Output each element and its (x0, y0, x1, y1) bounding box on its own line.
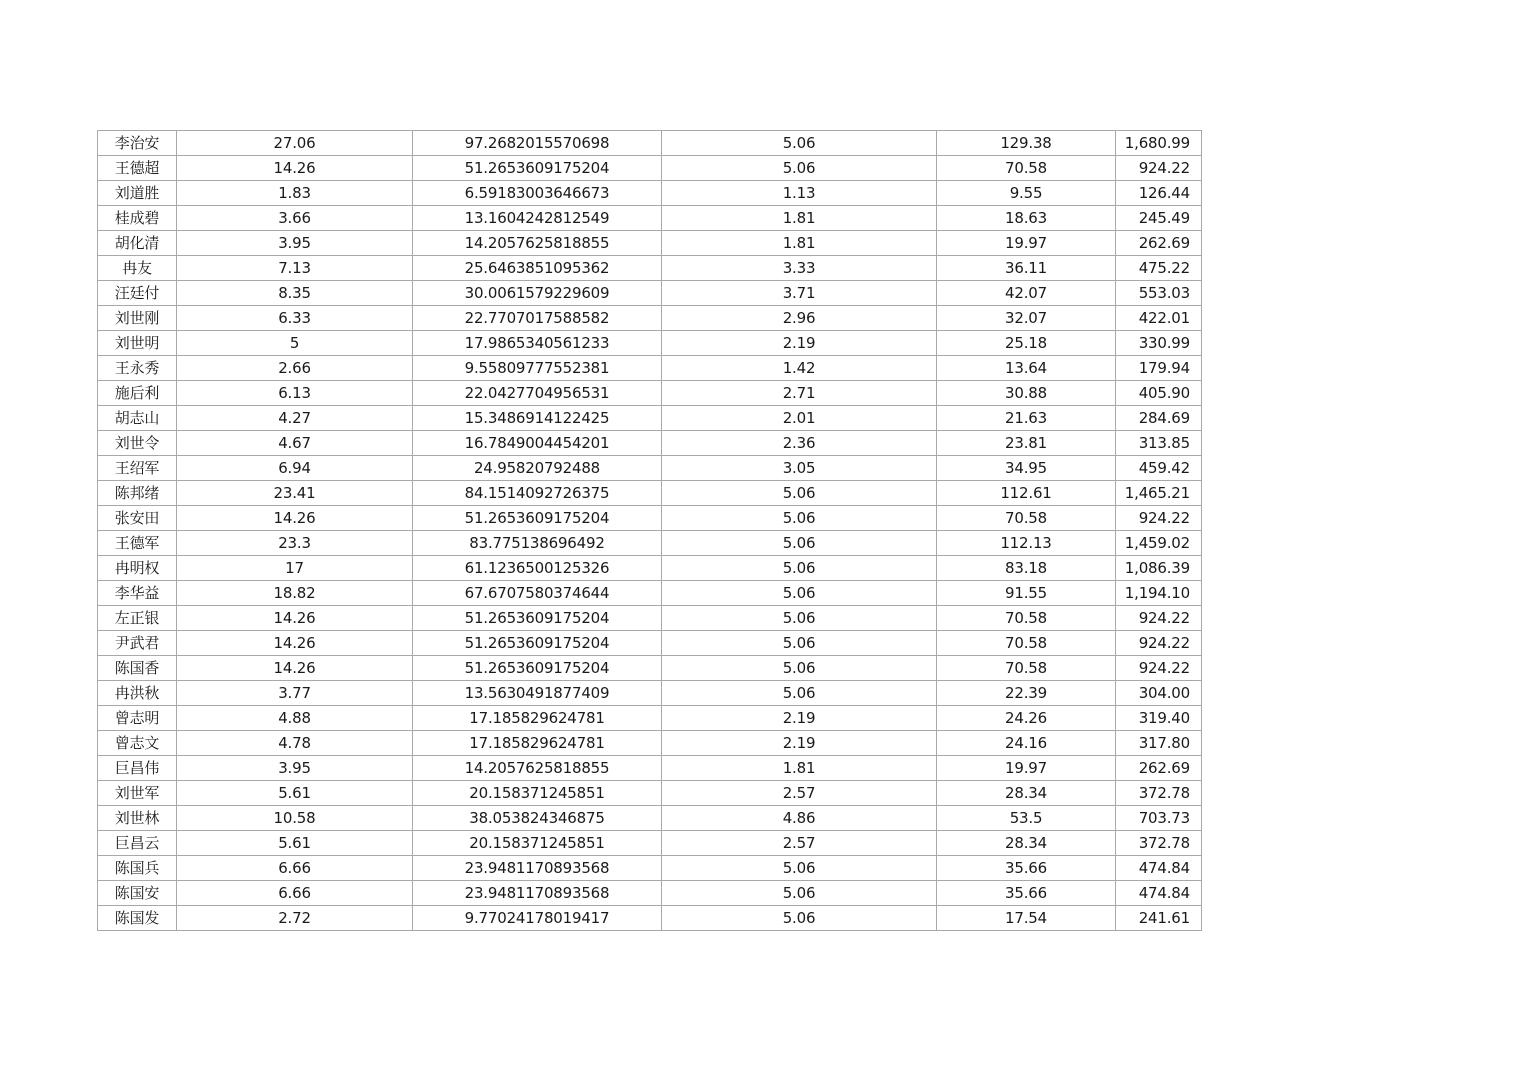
value-cell-3: 5.06 (662, 906, 937, 931)
name-cell: 陈国安 (98, 881, 177, 906)
value-cell-3: 5.06 (662, 856, 937, 881)
value-cell-2: 23.9481170893568 (413, 881, 662, 906)
value-cell-1: 3.77 (177, 681, 413, 706)
value-cell-1: 1.83 (177, 181, 413, 206)
value-cell-4: 13.64 (937, 356, 1116, 381)
value-cell-2: 13.5630491877409 (413, 681, 662, 706)
value-cell-4: 91.55 (937, 581, 1116, 606)
table-row (98, 881, 1202, 906)
value-cell-1: 6.66 (177, 856, 413, 881)
name-cell: 左正银 (98, 606, 177, 631)
value-cell-2: 20.158371245851 (413, 831, 662, 856)
table-row (98, 406, 1202, 431)
amount-cell: 1,194.10 (1116, 581, 1202, 606)
value-cell-3: 5.06 (662, 156, 937, 181)
amount-cell: 924.22 (1116, 506, 1202, 531)
value-cell-1: 3.95 (177, 231, 413, 256)
value-cell-4: 112.61 (937, 481, 1116, 506)
name-cell: 冉友 (98, 256, 177, 281)
value-cell-4: 35.66 (937, 881, 1116, 906)
value-cell-4: 21.63 (937, 406, 1116, 431)
value-cell-3: 2.96 (662, 306, 937, 331)
table-row (98, 356, 1202, 381)
table-row (98, 481, 1202, 506)
value-cell-4: 70.58 (937, 156, 1116, 181)
name-cell: 刘世林 (98, 806, 177, 831)
name-cell: 陈邦绪 (98, 481, 177, 506)
table-row (98, 156, 1202, 181)
name-cell: 王永秀 (98, 356, 177, 381)
value-cell-1: 4.78 (177, 731, 413, 756)
value-cell-4: 9.55 (937, 181, 1116, 206)
value-cell-2: 15.3486914122425 (413, 406, 662, 431)
value-cell-2: 22.0427704956531 (413, 381, 662, 406)
value-cell-1: 7.13 (177, 256, 413, 281)
table-row (98, 456, 1202, 481)
value-cell-4: 19.97 (937, 756, 1116, 781)
table-row (98, 381, 1202, 406)
amount-cell: 317.80 (1116, 731, 1202, 756)
value-cell-2: 14.2057625818855 (413, 231, 662, 256)
name-cell: 胡化清 (98, 231, 177, 256)
table-row (98, 606, 1202, 631)
value-cell-3: 3.05 (662, 456, 937, 481)
value-cell-4: 42.07 (937, 281, 1116, 306)
amount-cell: 372.78 (1116, 781, 1202, 806)
value-cell-1: 17 (177, 556, 413, 581)
value-cell-4: 112.13 (937, 531, 1116, 556)
value-cell-3: 2.01 (662, 406, 937, 431)
name-cell: 王德军 (98, 531, 177, 556)
name-cell: 曾志明 (98, 706, 177, 731)
table-row (98, 856, 1202, 881)
table-row (98, 706, 1202, 731)
value-cell-3: 5.06 (662, 606, 937, 631)
amount-cell: 304.00 (1116, 681, 1202, 706)
table-row (98, 656, 1202, 681)
value-cell-3: 1.81 (662, 206, 937, 231)
value-cell-2: 24.95820792488 (413, 456, 662, 481)
value-cell-3: 3.33 (662, 256, 937, 281)
table-row (98, 731, 1202, 756)
value-cell-4: 70.58 (937, 506, 1116, 531)
value-cell-1: 2.66 (177, 356, 413, 381)
amount-cell: 372.78 (1116, 831, 1202, 856)
name-cell: 冉明权 (98, 556, 177, 581)
value-cell-1: 4.88 (177, 706, 413, 731)
name-cell: 尹武君 (98, 631, 177, 656)
value-cell-2: 61.1236500125326 (413, 556, 662, 581)
value-cell-4: 70.58 (937, 656, 1116, 681)
value-cell-1: 6.94 (177, 456, 413, 481)
value-cell-3: 2.36 (662, 431, 937, 456)
amount-cell: 313.85 (1116, 431, 1202, 456)
table-row (98, 631, 1202, 656)
value-cell-4: 30.88 (937, 381, 1116, 406)
value-cell-2: 20.158371245851 (413, 781, 662, 806)
value-cell-1: 6.13 (177, 381, 413, 406)
value-cell-4: 24.16 (937, 731, 1116, 756)
amount-cell: 1,459.02 (1116, 531, 1202, 556)
value-cell-2: 13.1604242812549 (413, 206, 662, 231)
name-cell: 巨昌伟 (98, 756, 177, 781)
value-cell-2: 23.9481170893568 (413, 856, 662, 881)
value-cell-3: 5.06 (662, 681, 937, 706)
value-cell-3: 5.06 (662, 531, 937, 556)
value-cell-2: 51.2653609175204 (413, 606, 662, 631)
amount-cell: 474.84 (1116, 856, 1202, 881)
value-cell-1: 14.26 (177, 156, 413, 181)
value-cell-4: 23.81 (937, 431, 1116, 456)
amount-cell: 553.03 (1116, 281, 1202, 306)
name-cell: 施后利 (98, 381, 177, 406)
value-cell-2: 17.185829624781 (413, 706, 662, 731)
table-body (98, 131, 1202, 931)
amount-cell: 1,680.99 (1116, 131, 1202, 156)
value-cell-2: 17.185829624781 (413, 731, 662, 756)
value-cell-4: 35.66 (937, 856, 1116, 881)
amount-cell: 422.01 (1116, 306, 1202, 331)
value-cell-2: 9.77024178019417 (413, 906, 662, 931)
table-row (98, 781, 1202, 806)
value-cell-1: 8.35 (177, 281, 413, 306)
value-cell-2: 9.55809777552381 (413, 356, 662, 381)
value-cell-4: 25.18 (937, 331, 1116, 356)
value-cell-1: 23.41 (177, 481, 413, 506)
name-cell: 陈国兵 (98, 856, 177, 881)
value-cell-2: 67.6707580374644 (413, 581, 662, 606)
name-cell: 汪廷付 (98, 281, 177, 306)
name-cell: 胡志山 (98, 406, 177, 431)
name-cell: 刘道胜 (98, 181, 177, 206)
table-row (98, 256, 1202, 281)
value-cell-3: 2.19 (662, 731, 937, 756)
amount-cell: 703.73 (1116, 806, 1202, 831)
amount-cell: 924.22 (1116, 631, 1202, 656)
amount-cell: 284.69 (1116, 406, 1202, 431)
amount-cell: 459.42 (1116, 456, 1202, 481)
value-cell-4: 32.07 (937, 306, 1116, 331)
value-cell-3: 5.06 (662, 631, 937, 656)
value-cell-3: 2.71 (662, 381, 937, 406)
value-cell-4: 83.18 (937, 556, 1116, 581)
name-cell: 陈国香 (98, 656, 177, 681)
amount-cell: 924.22 (1116, 606, 1202, 631)
value-cell-3: 2.19 (662, 706, 937, 731)
amount-cell: 262.69 (1116, 756, 1202, 781)
data-table (97, 130, 1202, 931)
value-cell-4: 19.97 (937, 231, 1116, 256)
value-cell-4: 70.58 (937, 606, 1116, 631)
value-cell-3: 3.71 (662, 281, 937, 306)
table-row (98, 831, 1202, 856)
name-cell: 李华益 (98, 581, 177, 606)
value-cell-4: 53.5 (937, 806, 1116, 831)
value-cell-1: 23.3 (177, 531, 413, 556)
value-cell-1: 4.67 (177, 431, 413, 456)
value-cell-1: 14.26 (177, 656, 413, 681)
name-cell: 王绍军 (98, 456, 177, 481)
value-cell-1: 4.27 (177, 406, 413, 431)
name-cell: 张安田 (98, 506, 177, 531)
value-cell-3: 5.06 (662, 556, 937, 581)
value-cell-1: 5.61 (177, 781, 413, 806)
value-cell-4: 18.63 (937, 206, 1116, 231)
amount-cell: 474.84 (1116, 881, 1202, 906)
amount-cell: 924.22 (1116, 656, 1202, 681)
value-cell-2: 14.2057625818855 (413, 756, 662, 781)
value-cell-1: 10.58 (177, 806, 413, 831)
table-row (98, 756, 1202, 781)
value-cell-4: 28.34 (937, 781, 1116, 806)
amount-cell: 245.49 (1116, 206, 1202, 231)
name-cell: 李治安 (98, 131, 177, 156)
value-cell-1: 27.06 (177, 131, 413, 156)
value-cell-1: 14.26 (177, 606, 413, 631)
table-row (98, 906, 1202, 931)
table-row (98, 581, 1202, 606)
table-row (98, 131, 1202, 156)
value-cell-2: 83.775138696492 (413, 531, 662, 556)
table-row (98, 281, 1202, 306)
value-cell-4: 22.39 (937, 681, 1116, 706)
value-cell-3: 5.06 (662, 131, 937, 156)
value-cell-1: 14.26 (177, 506, 413, 531)
amount-cell: 405.90 (1116, 381, 1202, 406)
name-cell: 冉洪秋 (98, 681, 177, 706)
value-cell-3: 5.06 (662, 506, 937, 531)
value-cell-2: 97.2682015570698 (413, 131, 662, 156)
value-cell-3: 5.06 (662, 656, 937, 681)
table-row (98, 206, 1202, 231)
value-cell-2: 51.2653609175204 (413, 156, 662, 181)
table-row (98, 531, 1202, 556)
value-cell-1: 6.33 (177, 306, 413, 331)
value-cell-2: 84.1514092726375 (413, 481, 662, 506)
amount-cell: 1,465.21 (1116, 481, 1202, 506)
amount-cell: 475.22 (1116, 256, 1202, 281)
value-cell-4: 28.34 (937, 831, 1116, 856)
value-cell-4: 17.54 (937, 906, 1116, 931)
name-cell: 刘世明 (98, 331, 177, 356)
table-row (98, 431, 1202, 456)
value-cell-1: 3.66 (177, 206, 413, 231)
value-cell-3: 5.06 (662, 581, 937, 606)
value-cell-1: 14.26 (177, 631, 413, 656)
table-row (98, 506, 1202, 531)
value-cell-3: 1.81 (662, 756, 937, 781)
value-cell-4: 24.26 (937, 706, 1116, 731)
value-cell-4: 129.38 (937, 131, 1116, 156)
name-cell: 刘世军 (98, 781, 177, 806)
table-row (98, 181, 1202, 206)
value-cell-4: 34.95 (937, 456, 1116, 481)
amount-cell: 1,086.39 (1116, 556, 1202, 581)
value-cell-2: 51.2653609175204 (413, 631, 662, 656)
value-cell-3: 2.57 (662, 781, 937, 806)
value-cell-3: 4.86 (662, 806, 937, 831)
spreadsheet-page (97, 130, 1202, 931)
value-cell-2: 51.2653609175204 (413, 506, 662, 531)
value-cell-1: 6.66 (177, 881, 413, 906)
name-cell: 王德超 (98, 156, 177, 181)
value-cell-2: 38.053824346875 (413, 806, 662, 831)
value-cell-2: 17.9865340561233 (413, 331, 662, 356)
value-cell-4: 36.11 (937, 256, 1116, 281)
amount-cell: 262.69 (1116, 231, 1202, 256)
value-cell-3: 5.06 (662, 481, 937, 506)
value-cell-2: 30.0061579229609 (413, 281, 662, 306)
value-cell-3: 1.13 (662, 181, 937, 206)
name-cell: 陈国发 (98, 906, 177, 931)
value-cell-2: 16.7849004454201 (413, 431, 662, 456)
amount-cell: 179.94 (1116, 356, 1202, 381)
amount-cell: 126.44 (1116, 181, 1202, 206)
value-cell-1: 5 (177, 331, 413, 356)
value-cell-1: 3.95 (177, 756, 413, 781)
table-row (98, 681, 1202, 706)
value-cell-2: 6.59183003646673 (413, 181, 662, 206)
value-cell-1: 2.72 (177, 906, 413, 931)
table-row (98, 806, 1202, 831)
value-cell-2: 22.7707017588582 (413, 306, 662, 331)
name-cell: 刘世令 (98, 431, 177, 456)
amount-cell: 330.99 (1116, 331, 1202, 356)
table-row (98, 331, 1202, 356)
name-cell: 巨昌云 (98, 831, 177, 856)
value-cell-3: 2.57 (662, 831, 937, 856)
table-row (98, 556, 1202, 581)
value-cell-3: 1.81 (662, 231, 937, 256)
value-cell-2: 25.6463851095362 (413, 256, 662, 281)
value-cell-3: 2.19 (662, 331, 937, 356)
table-row (98, 306, 1202, 331)
amount-cell: 241.61 (1116, 906, 1202, 931)
value-cell-3: 5.06 (662, 881, 937, 906)
table-row (98, 231, 1202, 256)
amount-cell: 924.22 (1116, 156, 1202, 181)
name-cell: 刘世刚 (98, 306, 177, 331)
name-cell: 曾志文 (98, 731, 177, 756)
value-cell-4: 70.58 (937, 631, 1116, 656)
value-cell-3: 1.42 (662, 356, 937, 381)
value-cell-2: 51.2653609175204 (413, 656, 662, 681)
value-cell-1: 18.82 (177, 581, 413, 606)
value-cell-1: 5.61 (177, 831, 413, 856)
amount-cell: 319.40 (1116, 706, 1202, 731)
name-cell: 桂成碧 (98, 206, 177, 231)
